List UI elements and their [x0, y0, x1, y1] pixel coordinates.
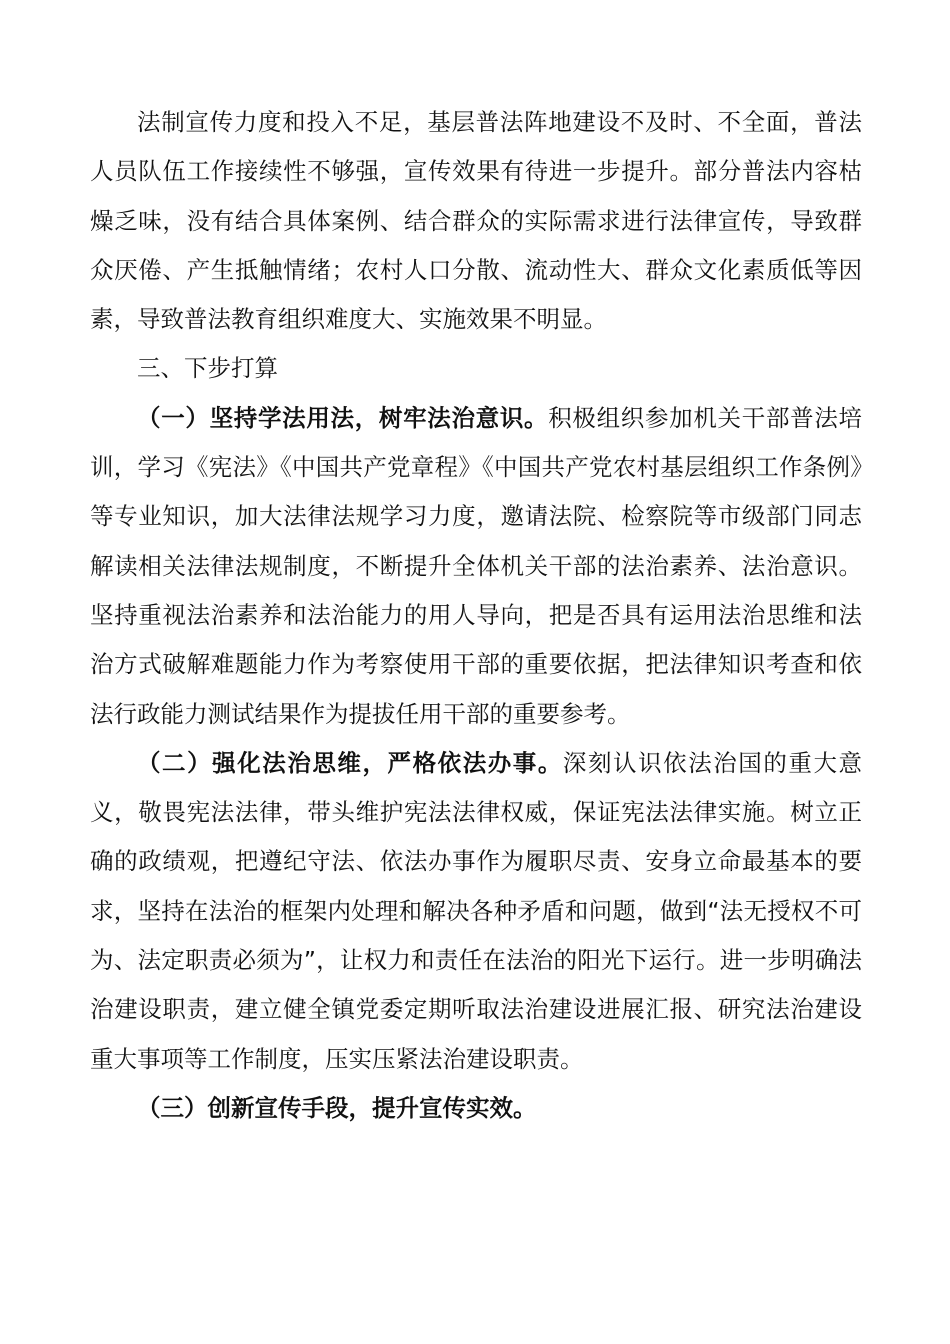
item-3-title: （三）创新宣传手段，提升宣传实效。	[137, 1093, 537, 1122]
paragraph-problems: 法制宣传力度和投入不足，基层普法阵地建设不及时、不全面，普法人员队伍工作接续性不够强，宣传效果有待进一步提升。部分普法内容枯燥乏味，没有结合具体案例、结合群众的实际需求进行法律宣传，导致群众厌倦、产生抵触情绪；农村人口分散、流动性大、群众文化素质低等因素，导致普法教育组织难度大、实施效果不明显。	[90, 108, 862, 334]
section-heading-next-steps: 三、下步打算	[137, 354, 278, 383]
item-2-text: 深刻认识依法治国的重大意义，敬畏宪法法律，带头维护宪法法律权威，保证宪法法律实施。树立正确的政绩观，把遵纪守法、依法办事作为履职尽责、安身立命最基本的要求，坚持在法治的框架内处理和解决各种矛盾和问题，做到“法无授权不可为、法定职责必须为”，让权力和责任在法治的阳光下运行。进一步明确法治建设职责，建立健全镇党委定期听取法治建设进展汇报、研究法治建设重大事项等工作制度，压实压紧法治建设职责。	[90, 748, 863, 1073]
item-2-title: （二）强化法治思维，严格依法办事。	[137, 748, 563, 777]
paragraph-item-3	[90, 1084, 862, 1133]
item-1-text: 积极组织参加机关干部普法培训，学习《宪法》《中国共产党章程》《中国共产党农村基层组织工作条例》等专业知识，加大法律法规学习力度，邀请法院、检察院等市级部门同志解读相关法律法规制度，不断提升全体机关干部的法治素养、法治意识。坚持重视法治素养和法治能力的用人导向，把是否具有运用法治思维和法治方式破解难题能力作为考察使用干部的重要依据，把法律知识考查和依法行政能力测试结果作为提拔任用干部的重要参考。	[90, 403, 863, 728]
paragraph-item-1	[90, 394, 862, 739]
item-1-title: （一）坚持学法用法，树牢法治意识。	[137, 403, 549, 432]
document-page	[90, 98, 862, 1133]
paragraph-item-2	[90, 739, 862, 1084]
